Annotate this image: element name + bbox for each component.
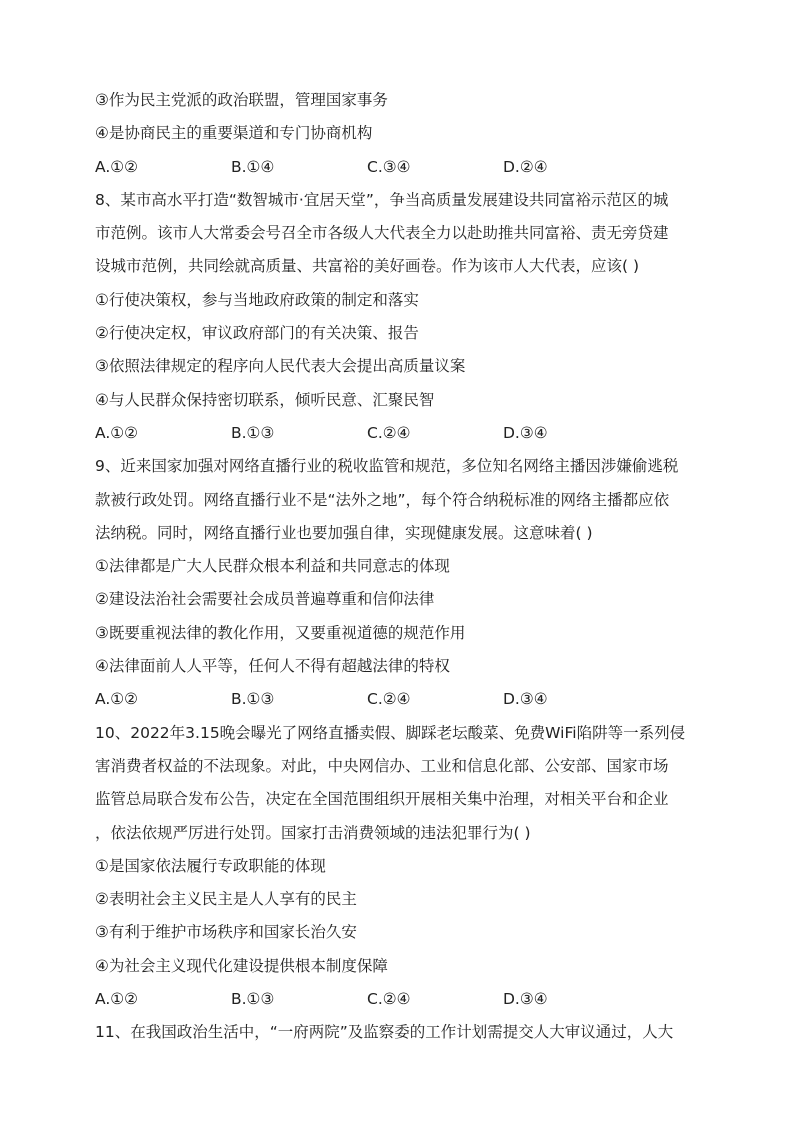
- choice-a: A.①②: [95, 990, 139, 1009]
- option-item-4: ④法律面前人人平等，任何人不得有超越法律的特权: [95, 657, 450, 676]
- choice-d: D.③④: [503, 990, 548, 1009]
- question-8-text: 设城市范例，共同绘就高质量、共富裕的美好画卷。作为该市人大代表，应该( ): [95, 257, 640, 276]
- option-item-3: ③作为民主党派的政治联盟，管理国家事务: [95, 91, 388, 109]
- choice-c: C.②④: [367, 990, 411, 1009]
- option-item-1: ①行使决策权，参与当地政府政策的制定和落实: [95, 290, 419, 309]
- question-9-text: 法纳税。同时，网络直播行业也要加强自律，实现健康发展。这意味着( ): [95, 523, 593, 542]
- option-item-4: ④与人民群众保持密切联系，倾听民意、汇聚民智: [95, 390, 435, 409]
- answer-choices: [95, 989, 705, 1009]
- choice-c: C.③④: [367, 157, 411, 176]
- option-item-2: ②行使决定权，审议政府部门的有关决策、报告: [95, 324, 419, 343]
- option-item-1: ①法律都是广大人民群众根本利益和共同意志的体现: [95, 557, 450, 576]
- option-item-2: ②建设法治社会需要社会成员普遍尊重和信仰法律: [95, 590, 435, 609]
- option-item-1: ①是国家依法履行专政职能的体现: [95, 856, 326, 875]
- option-item-3: ③依照法律规定的程序向人民代表大会提出高质量议案: [95, 357, 466, 376]
- choice-b: B.①③: [231, 990, 275, 1009]
- question-10-text: 害消费者权益的不法现象。对此，中央网信办、工业和信息化部、公安部、国家市场: [95, 756, 669, 775]
- option-item-3: ③既要重视法律的教化作用，又要重视道德的规范作用: [95, 623, 466, 642]
- option-item-3: ③有利于维护市场秩序和国家长治久安: [95, 923, 357, 942]
- answer-choices: [95, 157, 705, 177]
- choice-c: C.②④: [367, 423, 411, 442]
- choice-b: B.①③: [231, 690, 275, 709]
- question-8-text: 8、某市高水平打造“数智城市·宜居天堂”，争当高质量发展建设共同富裕示范区的城: [95, 190, 669, 209]
- choice-d: D.②④: [503, 157, 548, 176]
- choice-b: B.①④: [231, 157, 275, 176]
- choice-d: D.③④: [503, 423, 548, 442]
- choice-d: D.③④: [503, 690, 548, 709]
- option-item-2: ②表明社会主义民主是人人享有的民主: [95, 890, 357, 909]
- choice-b: B.①③: [231, 423, 275, 442]
- question-9-text: 9、近来国家加强对网络直播行业的税收监管和规范，多位知名网络主播因涉嫌偷逃税: [95, 457, 679, 476]
- question-10-text: 10、2022年3.15晚会曝光了网络直播卖假、脚踩老坛酸菜、免费WiFi陷阱等一系列侵: [95, 723, 686, 742]
- question-10-text: 监管总局联合发布公告，决定在全国范围组织开展相关集中治理，对相关平台和企业: [95, 790, 669, 809]
- document-page: [95, 90, 705, 1056]
- option-item-4: ④为社会主义现代化建设提供根本制度保障: [95, 956, 388, 975]
- choice-a: A.①②: [95, 157, 139, 176]
- answer-choices: [95, 423, 705, 443]
- question-11-text: 11、在我国政治生活中，“一府两院”及监察委的工作计划需提交人大审议通过，人大: [95, 1023, 674, 1042]
- option-item-4: ④是协商民主的重要渠道和专门协商机构: [95, 124, 373, 143]
- question-9-text: 款被行政处罚。网络直播行业不是“法外之地”，每个符合纳税标准的网络主播都应依: [95, 490, 670, 509]
- question-8-text: 市范例。该市人大常委会号召全市各级人大代表全力以赴助推共同富裕、责无旁贷建: [95, 224, 669, 243]
- answer-choices: [95, 689, 705, 709]
- question-10-text: ，依法依规严厉进行处罚。国家打击消费领域的违法犯罪行为( ): [95, 823, 531, 842]
- choice-c: C.②④: [367, 690, 411, 709]
- choice-a: A.①②: [95, 423, 139, 442]
- choice-a: A.①②: [95, 690, 139, 709]
